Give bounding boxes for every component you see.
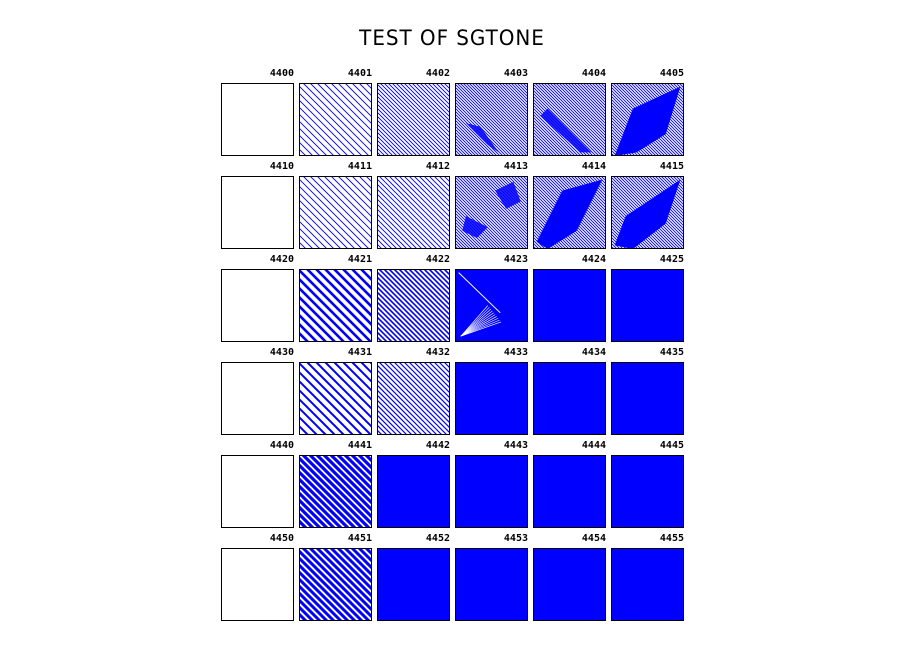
panel-label: 4401 [347,68,372,79]
panel-label: 4411 [347,161,372,172]
panel-label: 4433 [503,347,528,358]
tone-panel-4434 [533,362,606,435]
panel-label: 4400 [269,68,294,79]
panel-label: 4412 [425,161,450,172]
panel-label: 4442 [425,440,450,451]
panel-label: 4445 [659,440,684,451]
panel-label: 4402 [425,68,450,79]
panel-label: 4410 [269,161,294,172]
panel-label: 4425 [659,254,684,265]
panel-label: 4455 [659,533,684,544]
tone-panel-4433 [455,362,528,435]
panel-label: 4423 [503,254,528,265]
tone-panel-4443 [455,455,528,528]
panel-label: 4415 [659,161,684,172]
tone-panel-4425 [611,269,684,342]
panel-label: 4440 [269,440,294,451]
panel-label: 4420 [269,254,294,265]
tone-panel-4424 [533,269,606,342]
panel-label: 4452 [425,533,450,544]
tone-panel-4450 [222,549,294,621]
tone-panel-4400 [222,84,294,156]
tone-panel-4440 [222,456,294,528]
tone-panel-4454 [533,548,606,621]
figure-title: TEST OF SGTONE [359,26,545,50]
panel-label: 4432 [425,347,450,358]
panel-label: 4422 [425,254,450,265]
panel-label: 4421 [347,254,372,265]
tone-panel-4423 [455,269,528,342]
tone-panel-4452 [377,548,450,621]
panel-label: 4453 [503,533,528,544]
tone-panel-4445 [611,455,684,528]
panel-label: 4454 [581,533,606,544]
panel-label: 4444 [581,440,606,451]
panel-label: 4413 [503,161,528,172]
tone-panel-4453 [455,548,528,621]
tone-panel-4410 [222,177,294,249]
panel-label: 4443 [503,440,528,451]
panel-label: 4451 [347,533,372,544]
panel-label: 4430 [269,347,294,358]
panel-label: 4414 [581,161,606,172]
tone-panel-4442 [377,455,450,528]
tone-panel-4430 [222,363,294,435]
panel-label: 4435 [659,347,684,358]
tone-panel-4455 [611,548,684,621]
tone-panel-4435 [611,362,684,435]
panel-label: 4424 [581,254,606,265]
panel-label: 4441 [347,440,372,451]
tone-panel-4420 [222,270,294,342]
tone-panel-4444 [533,455,606,528]
panel-label: 4404 [581,68,606,79]
panel-label: 4431 [347,347,372,358]
panel-label: 4405 [659,68,684,79]
panel-label: 4434 [581,347,606,358]
panel-label: 4403 [503,68,528,79]
panel-label: 4450 [269,533,294,544]
